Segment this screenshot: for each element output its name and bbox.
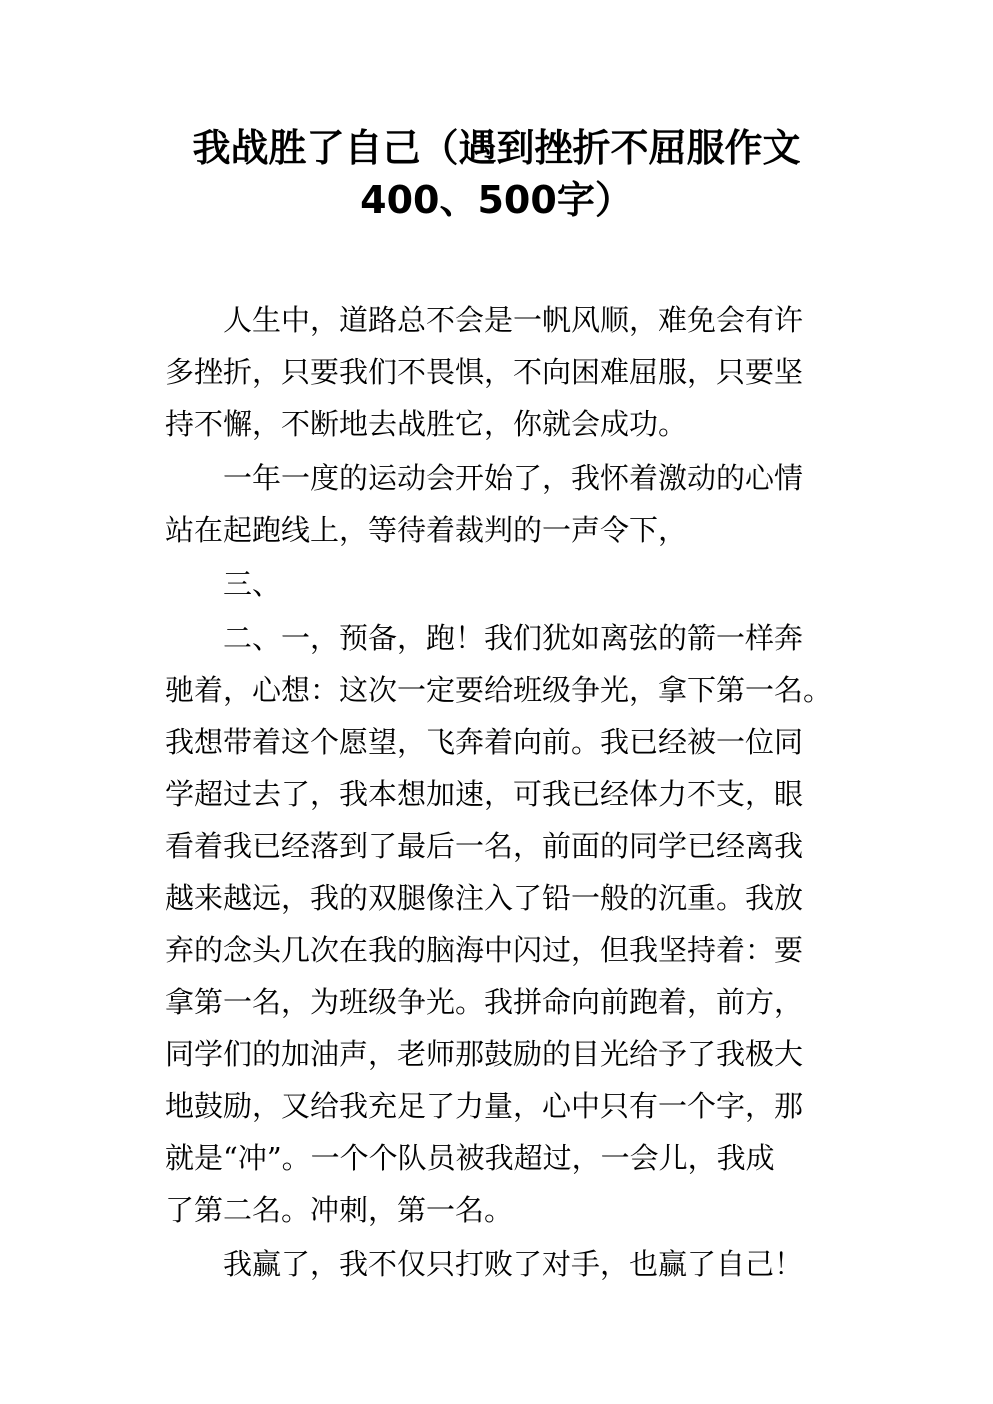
paragraph-line: 一年一度的运动会开始了，我怀着激动的心情: [223, 461, 804, 495]
document-title-line-2: 400、500字）: [360, 178, 633, 222]
paragraph-line: 了第二名。冲刺，第一名。: [165, 1193, 514, 1227]
paragraph-line: 拿第一名，为班级争光。我拼命向前跑着，前方，: [165, 985, 804, 1019]
document-title-line-1: 我战胜了自己（遇到挫折不屈服作文: [192, 126, 801, 170]
paragraph-line: 就是“冲”。一个个队员被我超过，一会儿，我成: [165, 1141, 775, 1175]
paragraph-line: 我赢了，我不仅只打败了对手，也赢了自己！: [223, 1247, 804, 1281]
paragraph-line: 同学们的加油声，老师那鼓励的目光给予了我极大: [165, 1037, 804, 1071]
paragraph-line: 看着我已经落到了最后一名，前面的同学已经离我: [165, 829, 804, 863]
paragraph-line: 我想带着这个愿望，飞奔着向前。我已经被一位同: [165, 725, 804, 759]
paragraph-line: 驰着，心想：这次一定要给班级争光，拿下第一名。: [165, 673, 833, 707]
paragraph-line: 持不懈，不断地去战胜它，你就会成功。: [165, 407, 688, 441]
paragraph-line: 站在起跑线上，等待着裁判的一声令下，: [165, 513, 688, 547]
paragraph-line: 二、一，预备，跑！我们犹如离弦的箭一样奔: [223, 621, 804, 655]
paragraph-line: 弃的念头几次在我的脑海中闪过，但我坚持着：要: [165, 933, 804, 967]
paragraph-line: 越来越远，我的双腿像注入了铅一般的沉重。我放: [165, 881, 804, 915]
paragraph-line: 学超过去了，我本想加速，可我已经体力不支，眼: [165, 777, 804, 811]
paragraph-line: 多挫折，只要我们不畏惧，不向困难屈服，只要坚: [165, 355, 804, 389]
paragraph-line: 地鼓励，又给我充足了力量，心中只有一个字，那: [165, 1089, 804, 1123]
paragraph-line: 三、: [223, 567, 282, 601]
paragraph-line: 人生中，道路总不会是一帆风顺，难免会有许: [223, 303, 804, 337]
